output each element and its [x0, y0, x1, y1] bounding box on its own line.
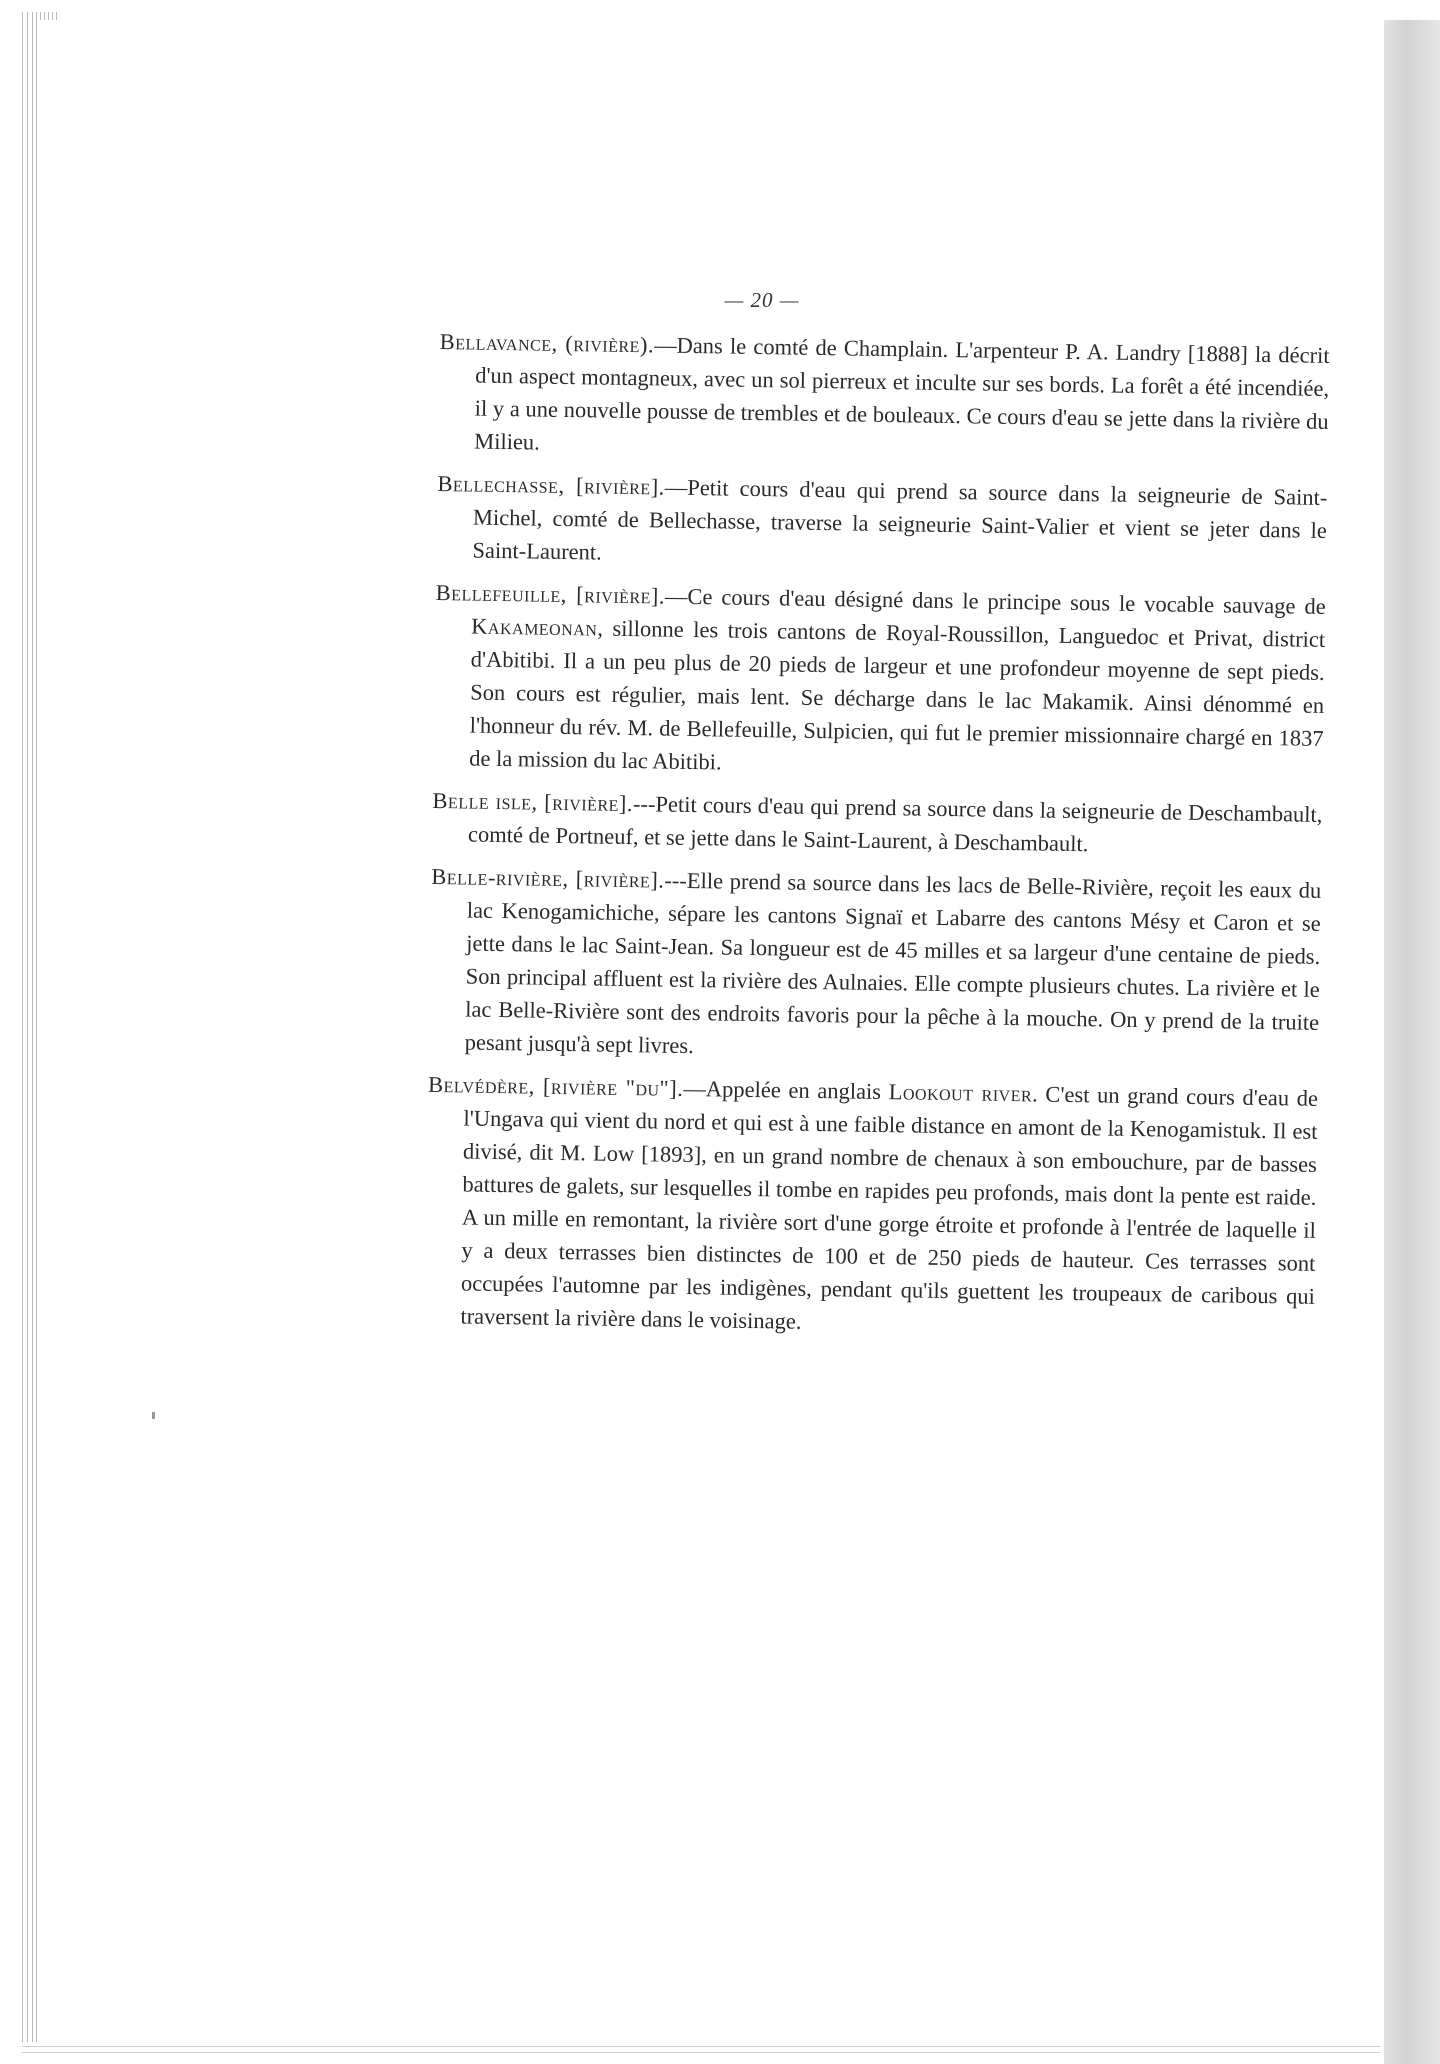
entry-belle-isle: [432, 784, 1323, 864]
entry-body: —Appelée en anglais: [683, 1075, 889, 1105]
page-number: — 20 —: [724, 288, 800, 312]
entry-headword: Bellefeuille, [rivière].: [435, 579, 666, 609]
page-shadow: [1384, 20, 1440, 2064]
entry-headword: Belvédère, [rivière "du"].: [427, 1071, 684, 1101]
entry-headword: Belle-rivière, [rivière].: [431, 863, 665, 893]
page-text: [424, 325, 1330, 1356]
entry-body: —Ce cours d'eau désigné dans le principe sous le vocable sauvage de: [664, 583, 1326, 619]
entry-belvedere: [424, 1068, 1318, 1346]
entry-headword: Bellavance, (rivière).: [439, 328, 655, 358]
native-name: Kakameonan: [471, 613, 598, 641]
entry-body: ---Elle prend sa source dans les lacs de Belle-Rivière, reçoit les eaux du lac Kenogamichiche, sépare les cantons Signaï et Labarre des cantons Mésy et Caron et se jette dans le lac Saint-Jean. Sa longueur est de 45 milles et sa largeur d'une centaine de pieds. Son principal affluent est la rivière des Aulnaies. Elle compte plusieurs chutes. La rivière et le lac Belle-Rivière sont des endroits favoris pour la pêche à la mouche. On y prend de la truite pesant jusqu'à sept livres.: [464, 867, 1322, 1059]
entry-body-continued: , sillonne les trois cantons de Royal-Roussillon, Languedoc et Privat, district d'Abitibi. Il a un peu plus de 20 pieds de largeur et une profondeur moyenne de sept pieds. Son cours est régulier, mais lent. Se décharge dans le lac Makamik. Ainsi dénommé en l'honneur du rév. M. de Bellefeuille, Sulpicien, qui fut le premier missionnaire chargé en 1837 de la mission du lac Abitibi.: [469, 615, 1326, 775]
book-page: [40, 20, 1384, 2050]
entry-bellefeuille: [433, 576, 1326, 788]
entry-headword: Bellechasse, [rivière].: [437, 470, 666, 500]
entry-headword: Belle isle, [rivière].: [432, 787, 634, 817]
entry-body: ---Petit cours d'eau qui prend sa source dans la seigneurie de Deschambault, comté de Portneuf, et se jette dans le Saint-Laurent, à Deschambault.: [467, 791, 1323, 857]
english-name: Lookout river: [888, 1079, 1033, 1107]
entry-bellechasse: [436, 467, 1327, 580]
entry-bellavance: [438, 325, 1330, 471]
entry-body-continued: . C'est un grand cours d'eau de l'Ungava qui vient du nord et qui est à une faible distance en amont de la Kenogamistuk. Il est divisé, dit M. Low [1893], en un grand nombre de chenaux à son embouchure, par de basses battures de galets, sur lesquelles il tombe en rapides peu profonds, mais dont la pente est raide. A un mille en remontant, la rivière sort d'une gorge étroite et profonde à l'entrée de laquelle il y a deux terrasses bien distinctes de 100 et de 250 pieds de hauteur. Ces terrasses sont occupées l'automne par les indigènes, pendant qu'ils guettent les troupeaux de caribous qui traversent la rivière dans le voisinage.: [460, 1081, 1319, 1334]
bottom-page-edge: [22, 2052, 1380, 2053]
entry-body: —Petit cours d'eau qui prend sa source dans la seigneurie de Saint-Michel, comté de Bellechasse, traverse la seigneurie Saint-Valier et vient se jeter dans le Saint-Laurent.: [472, 474, 1328, 565]
bottom-page-edge: [22, 2046, 1380, 2047]
scan-speck: [152, 1412, 155, 1419]
entry-body: —Dans le comté de Champlain. L'arpenteur P. A. Landry [1888] la décrit d'un aspect montagneux, avec un sol pierreux et inculte sur ses bords. La forêt a été incendiée, il y a une nouvelle pousse de trembles et de bouleaux. Ce cours d'eau se jette dans la rivière du Milieu.: [473, 332, 1330, 455]
entry-belle-riviere: [428, 860, 1321, 1072]
